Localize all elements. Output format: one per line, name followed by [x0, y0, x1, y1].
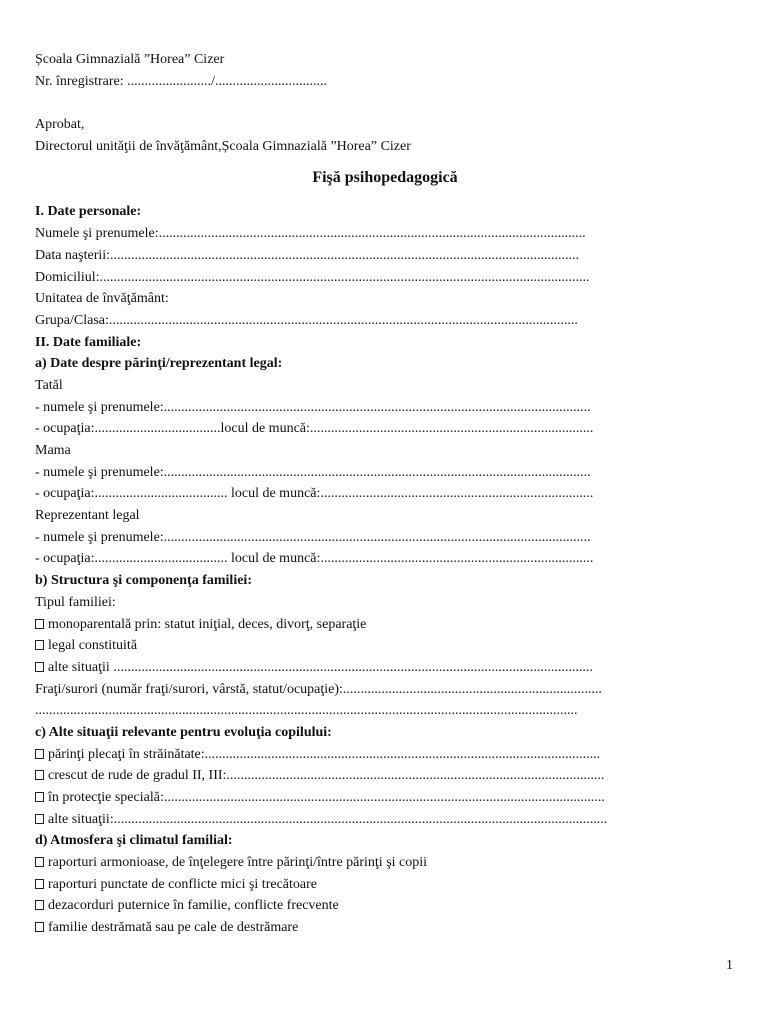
legal-rep-label: Reprezentant legal: [35, 508, 140, 524]
director-line: Directorul unităţii de învăţământ,Școala Gimnazială ”Horea” Cizer: [35, 138, 411, 154]
father-label: Tatăl: [35, 377, 63, 393]
document-title: Fişă psihopedagogică: [312, 169, 458, 187]
siblings-field: Fraţi/surori (număr fraţi/surori, vârstă, statut/ocupaţie):..........................................................................: [35, 681, 602, 697]
option-label: legal constituită: [48, 638, 138, 654]
section-personal-heading: I. Date personale:: [35, 204, 142, 220]
father-name-field: - numele şi prenumele:..........................................................................................................................: [35, 399, 591, 415]
family-climate-heading: d) Atmosfera şi climatul familial:: [35, 833, 233, 849]
option-label: monoparentală prin: statut iniţial, deces, divorţ, separaţie: [48, 616, 367, 632]
checkbox-icon[interactable]: [35, 619, 44, 629]
section-family-heading: II. Date familiale:: [35, 334, 142, 350]
checkbox-icon[interactable]: [35, 792, 44, 802]
other-situation-option: [35, 744, 735, 766]
family-type-option: [35, 635, 735, 657]
legal-rep-name-field: - numele şi prenumele:..........................................................................................................................: [35, 529, 591, 545]
option-label: raporturi punctate de conflicte mici şi trecătoare: [48, 876, 317, 892]
family-type-option: [35, 657, 735, 679]
registration-number: Nr. înregistrare: ......................../................................: [35, 73, 328, 89]
siblings-field-continued: ...........................................................................................................................................................: [35, 703, 578, 719]
family-structure-heading: b) Structura şi componenţa familiei:: [35, 573, 252, 589]
climate-option: [35, 874, 735, 896]
field-name: Numele şi prenumele:..........................................................................................................................: [35, 226, 586, 242]
legal-rep-job-field: - ocupaţia:...................................... locul de muncă:..............................................................................: [35, 551, 594, 567]
checkbox-icon[interactable]: [35, 879, 44, 889]
father-job-field: - ocupaţia:....................................locul de muncă:.................................................................................: [35, 421, 594, 437]
field-address: Domiciliul:............................................................................................................................................: [35, 269, 590, 285]
mother-name-field: - numele şi prenumele:..........................................................................................................................: [35, 464, 591, 480]
option-label: părinţi plecaţi în străinătate:.................................................................................................................: [48, 746, 601, 762]
field-group-class: Grupa/Clasa:......................................................................................................................................: [35, 312, 578, 328]
school-name: Școala Gimnazială ”Horea” Cizer: [35, 52, 225, 67]
spacer: [35, 92, 735, 114]
other-situation-option: [35, 809, 735, 831]
other-situations-heading: c) Alte situaţii relevante pentru evoluţia copilului:: [35, 724, 332, 740]
approval-label: Aprobat,: [35, 117, 85, 133]
checkbox-icon[interactable]: [35, 900, 44, 910]
checkbox-icon[interactable]: [35, 922, 44, 932]
option-label: familie destrămată sau pe cale de destrămare: [48, 920, 299, 936]
climate-option: [35, 917, 735, 939]
checkbox-icon[interactable]: [35, 814, 44, 824]
option-label: dezacorduri puternice în familie, conflicte frecvente: [48, 898, 339, 914]
checkbox-icon[interactable]: [35, 770, 44, 780]
option-label: alte situaţii:.............................................................................................................................................: [48, 811, 608, 827]
document-page: [35, 49, 735, 939]
field-school-unit: Unitatea de învăţământ:: [35, 291, 169, 307]
other-situation-option: [35, 787, 735, 809]
field-birth-date: Data naşterii:......................................................................................................................................: [35, 247, 580, 263]
checkbox-icon[interactable]: [35, 640, 44, 650]
family-type-label: Tipul familiei:: [35, 594, 116, 610]
option-label: raporturi armonioase, de înţelegere între părinţi/între părinţi şi copii: [48, 855, 428, 871]
option-label: crescut de rude de gradul II, III:............................................................................................................: [48, 768, 605, 784]
mother-job-field: - ocupaţia:...................................... locul de muncă:..............................................................................: [35, 486, 594, 502]
climate-option: [35, 852, 735, 874]
checkbox-icon[interactable]: [35, 857, 44, 867]
family-type-option: [35, 614, 735, 636]
climate-option: [35, 895, 735, 917]
other-situation-option: [35, 765, 735, 787]
option-label: în protecţie specială:..............................................................................................................................: [48, 790, 605, 805]
parents-heading: a) Date despre părinţi/reprezentant legal:: [35, 356, 283, 372]
page-number: 1: [726, 958, 733, 973]
checkbox-icon[interactable]: [35, 662, 44, 672]
checkbox-icon[interactable]: [35, 749, 44, 759]
mother-label: Mama: [35, 443, 71, 458]
option-label: alte situaţii .........................................................................................................................................: [48, 659, 593, 675]
